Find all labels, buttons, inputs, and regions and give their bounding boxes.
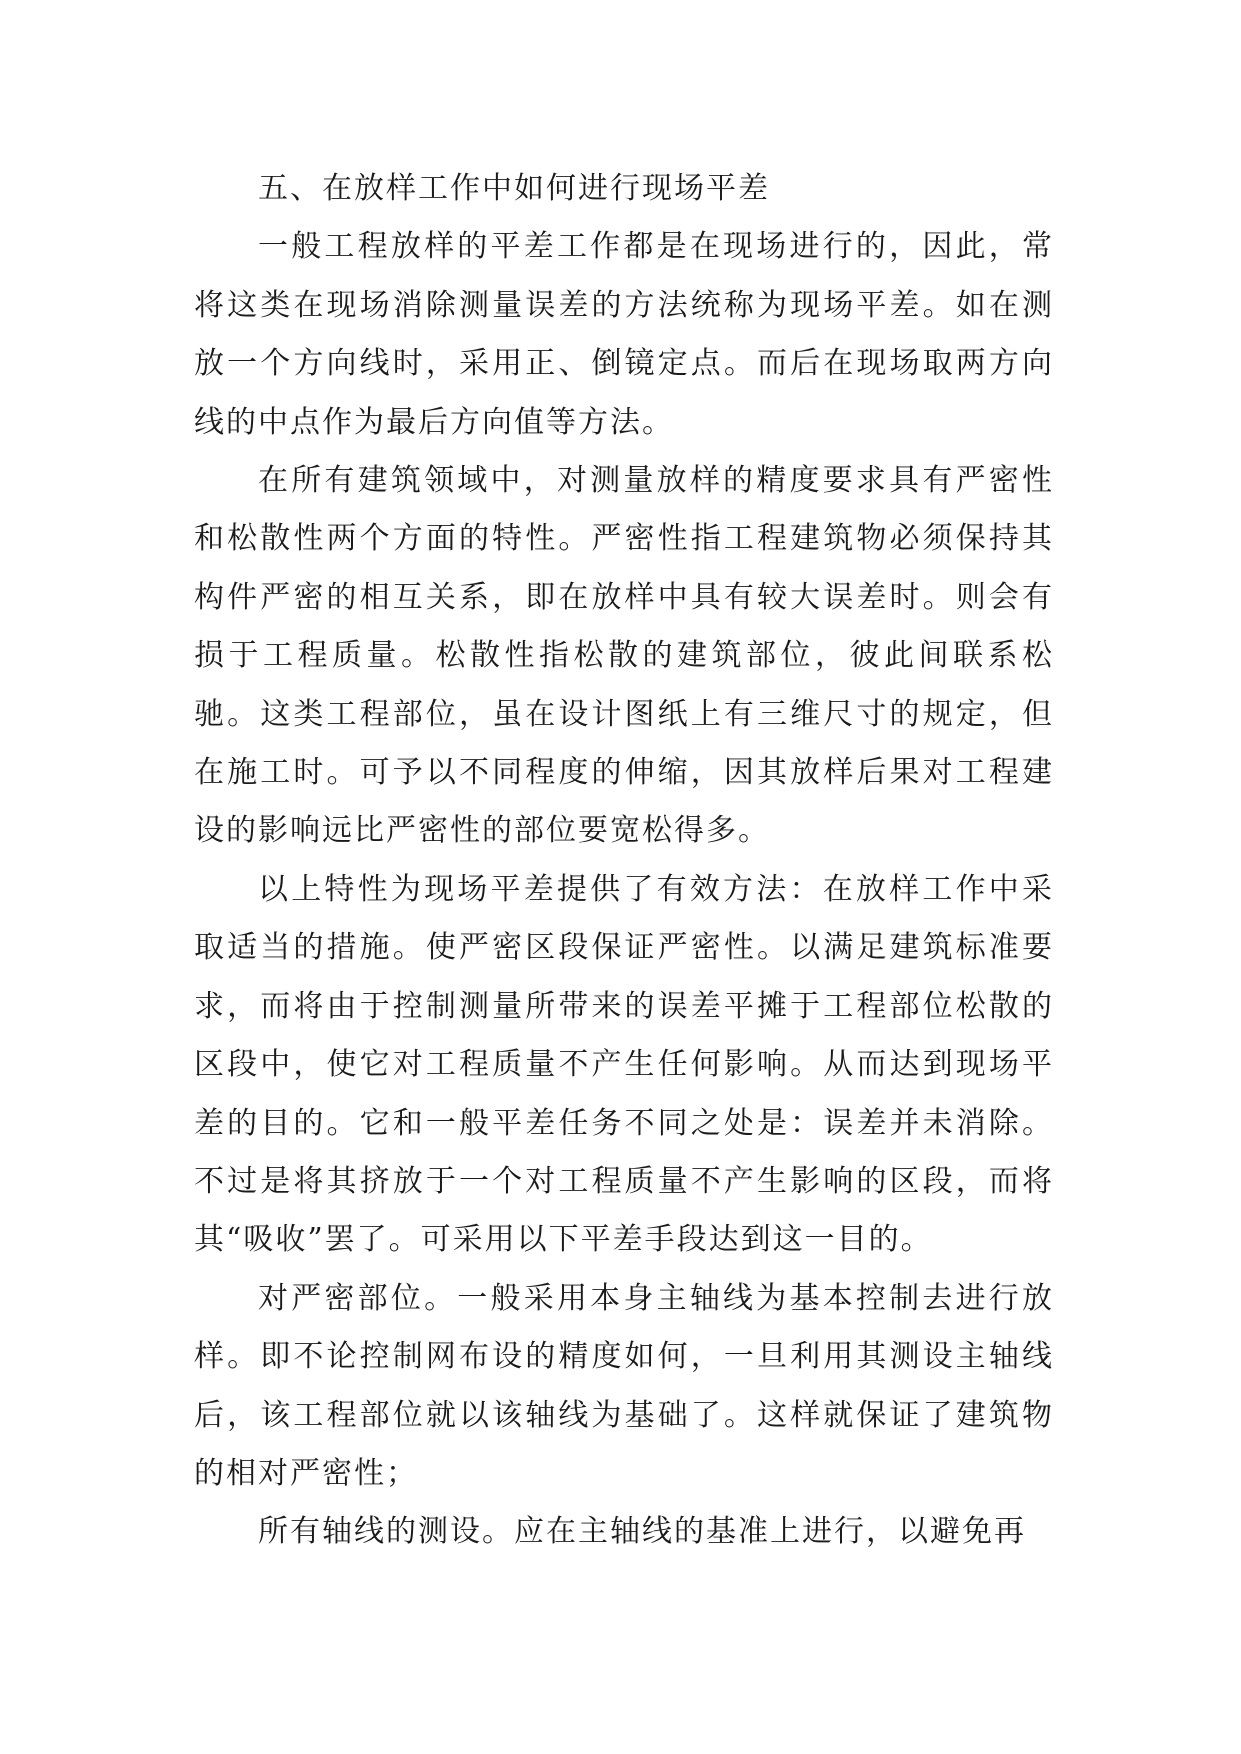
paragraph-1: 一般工程放样的平差工作都是在现场进行的，因此，常将这类在现场消除测量误差的方法统称为现场平差。如在测放一个方向线时，采用正、倒镜定点。而后在现场取两方向线的中点作为最后方向值等方法。	[194, 229, 1054, 440]
paragraph-2: 在所有建筑领域中，对测量放样的精度要求具有严密性和松散性两个方面的特性。严密性指工程建筑物必须保持其构件严密的相互关系，即在放样中具有较大误差时。则会有损于工程质量。松散性指松散的建筑部位，彼此间联系松驰。这类工程部位，虽在设计图纸上有三维尺寸的规定，但在施工时。可予以不同程度的伸缩，因其放样后果对工程建设的影响远比严密性的部位要宽松得多。	[194, 463, 1054, 849]
paragraph-4: 对严密部位。一般采用本身主轴线为基本控制去进行放样。即不论控制网布设的精度如何，一旦利用其测设主轴线后，该工程部位就以该轴线为基础了。这样就保证了建筑物的相对严密性；	[194, 1280, 1054, 1491]
paragraph-5: 所有轴线的测设。应在主轴线的基准上进行，以避免再	[258, 1514, 1026, 1550]
paragraph-3: 以上特性为现场平差提供了有效方法：在放样工作中采取适当的措施。使严密区段保证严密性。以满足建筑标准要求，而将由于控制测量所带来的误差平摊于工程部位松散的区段中，使它对工程质量不产生任何影响。从而达到现场平差的目的。它和一般平差任务不同之处是：误差并未消除。不过是将其挤放于一个对工程质量不产生影响的区段，而将其“吸收”罢了。可采用以下平差手段达到这一目的。	[194, 871, 1054, 1258]
document-body	[194, 160, 1054, 1562]
section-heading: 五、在放样工作中如何进行现场平差	[258, 171, 770, 206]
